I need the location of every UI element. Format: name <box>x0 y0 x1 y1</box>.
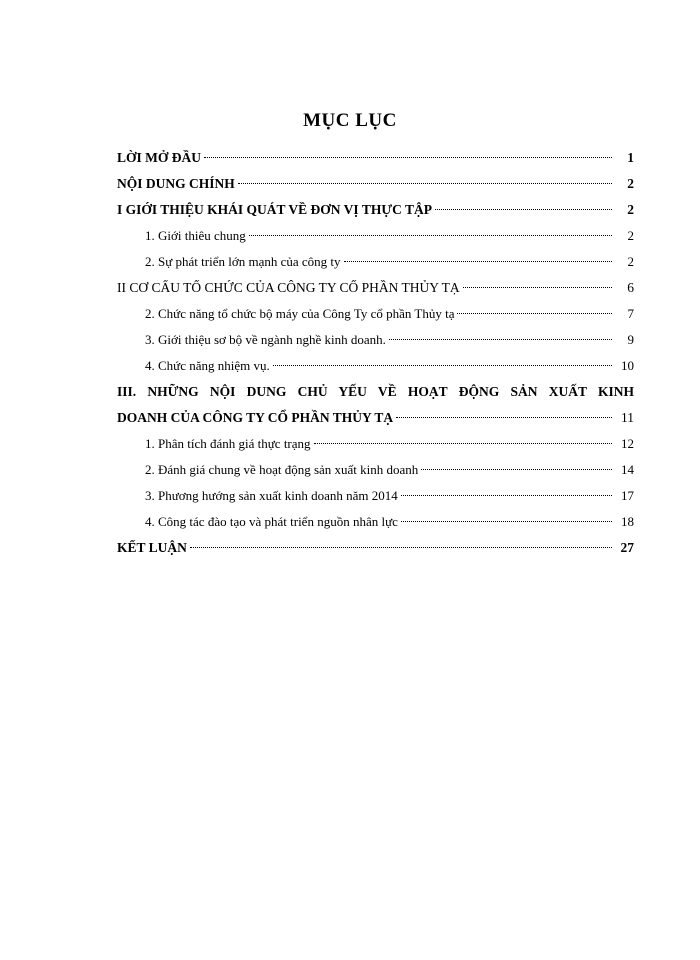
dot-leader <box>463 287 612 288</box>
dot-leader <box>238 183 612 184</box>
toc-entry-3-2[interactable] <box>117 462 634 488</box>
toc-entry-3-1[interactable] <box>117 436 634 462</box>
toc-entry-label: 3. Giới thiệu sơ bộ về ngành nghề kinh doanh. <box>145 332 386 347</box>
toc-page-number: 17 <box>621 488 634 503</box>
toc-page-number: 9 <box>627 332 634 347</box>
toc-entry-label-line1: III. NHỮNG NỘI DUNG CHỦ YẾU VỀ HOẠT ĐỘNG SẢN XUẤT KINH <box>117 384 634 399</box>
toc-entry-label: 4. Công tác đào tạo và phát triển nguồn nhân lực <box>145 514 398 529</box>
page-title: MỤC LỤC <box>303 110 397 131</box>
toc-entry-2-4[interactable] <box>117 358 634 384</box>
dot-leader <box>396 417 612 418</box>
toc-entry-section-2[interactable] <box>117 280 634 306</box>
dot-leader <box>314 443 612 444</box>
dot-leader <box>435 209 612 210</box>
toc-entry-conclusion[interactable] <box>117 540 634 566</box>
toc-entry-label: NỘI DUNG CHÍNH <box>117 176 235 191</box>
dot-leader <box>401 495 612 496</box>
toc-page-number: 11 <box>621 410 634 425</box>
toc-entry-1-1[interactable] <box>117 228 634 254</box>
toc-entry-label: I GIỚI THIỆU KHÁI QUÁT VỀ ĐƠN VỊ THỰC TẬP <box>117 202 432 217</box>
toc-entry-3-3[interactable] <box>117 488 634 514</box>
toc-entry-section-1[interactable] <box>117 202 634 228</box>
toc-entry-label: 3. Phương hướng sản xuất kinh doanh năm 2014 <box>145 488 398 503</box>
toc-page-number: 12 <box>621 436 634 451</box>
dot-leader <box>421 469 612 470</box>
toc-entry-introduction[interactable] <box>117 150 634 176</box>
toc-entry-3-4[interactable] <box>117 514 634 540</box>
toc-entry-label: 2. Chức năng tổ chức bộ máy của Công Ty cổ phần Thủy tạ <box>145 306 455 321</box>
toc-entry-label: LỜI MỞ ĐẦU <box>117 150 201 165</box>
toc-entry-label: 4. Chức năng nhiệm vụ. <box>145 358 270 373</box>
toc-entry-label: KẾT LUẬN <box>117 540 187 555</box>
toc-page-number: 7 <box>627 306 634 321</box>
toc-page-number: 2 <box>627 176 634 191</box>
toc-page-number: 1 <box>627 150 634 165</box>
toc-entry-label: II CƠ CẤU TỔ CHỨC CỦA CÔNG TY CỔ PHẦN THỦY TẠ <box>117 280 460 295</box>
toc-entry-section-3[interactable] <box>117 384 634 436</box>
toc-entry-label: 2. Đánh giá chung về hoạt động sản xuất kinh doanh <box>145 462 419 477</box>
toc-page-number: 2 <box>627 202 634 217</box>
toc-page-number: 18 <box>621 514 634 529</box>
toc-entry-2-3[interactable] <box>117 332 634 358</box>
toc-entry-2-2[interactable] <box>117 306 634 332</box>
dot-leader <box>273 365 612 366</box>
dot-leader <box>457 313 612 314</box>
toc-page-number: 14 <box>621 462 634 477</box>
toc-entry-label: 2. Sự phát triển lớn mạnh của công ty <box>145 254 341 269</box>
toc-page-number: 10 <box>621 358 634 373</box>
toc-page-number: 27 <box>620 540 634 555</box>
toc-entry-label-line2: DOANH CỦA CÔNG TY CỔ PHẦN THỦY TẠ <box>117 410 394 425</box>
toc-page-number: 2 <box>627 254 634 269</box>
toc-page-number: 2 <box>627 228 634 243</box>
dot-leader <box>401 521 612 522</box>
dot-leader <box>190 547 612 548</box>
dot-leader <box>249 235 612 236</box>
toc-entry-label: 1. Giới thiêu chung <box>145 228 246 243</box>
dot-leader <box>204 157 612 158</box>
dot-leader <box>344 261 612 262</box>
toc-page-number: 6 <box>627 280 634 295</box>
toc-entry-main-content[interactable] <box>117 176 634 202</box>
toc-entry-1-2[interactable] <box>117 254 634 280</box>
toc-entry-label: 1. Phân tích đánh giá thực trạng <box>145 436 311 451</box>
table-of-contents <box>117 150 634 566</box>
dot-leader <box>389 339 612 340</box>
